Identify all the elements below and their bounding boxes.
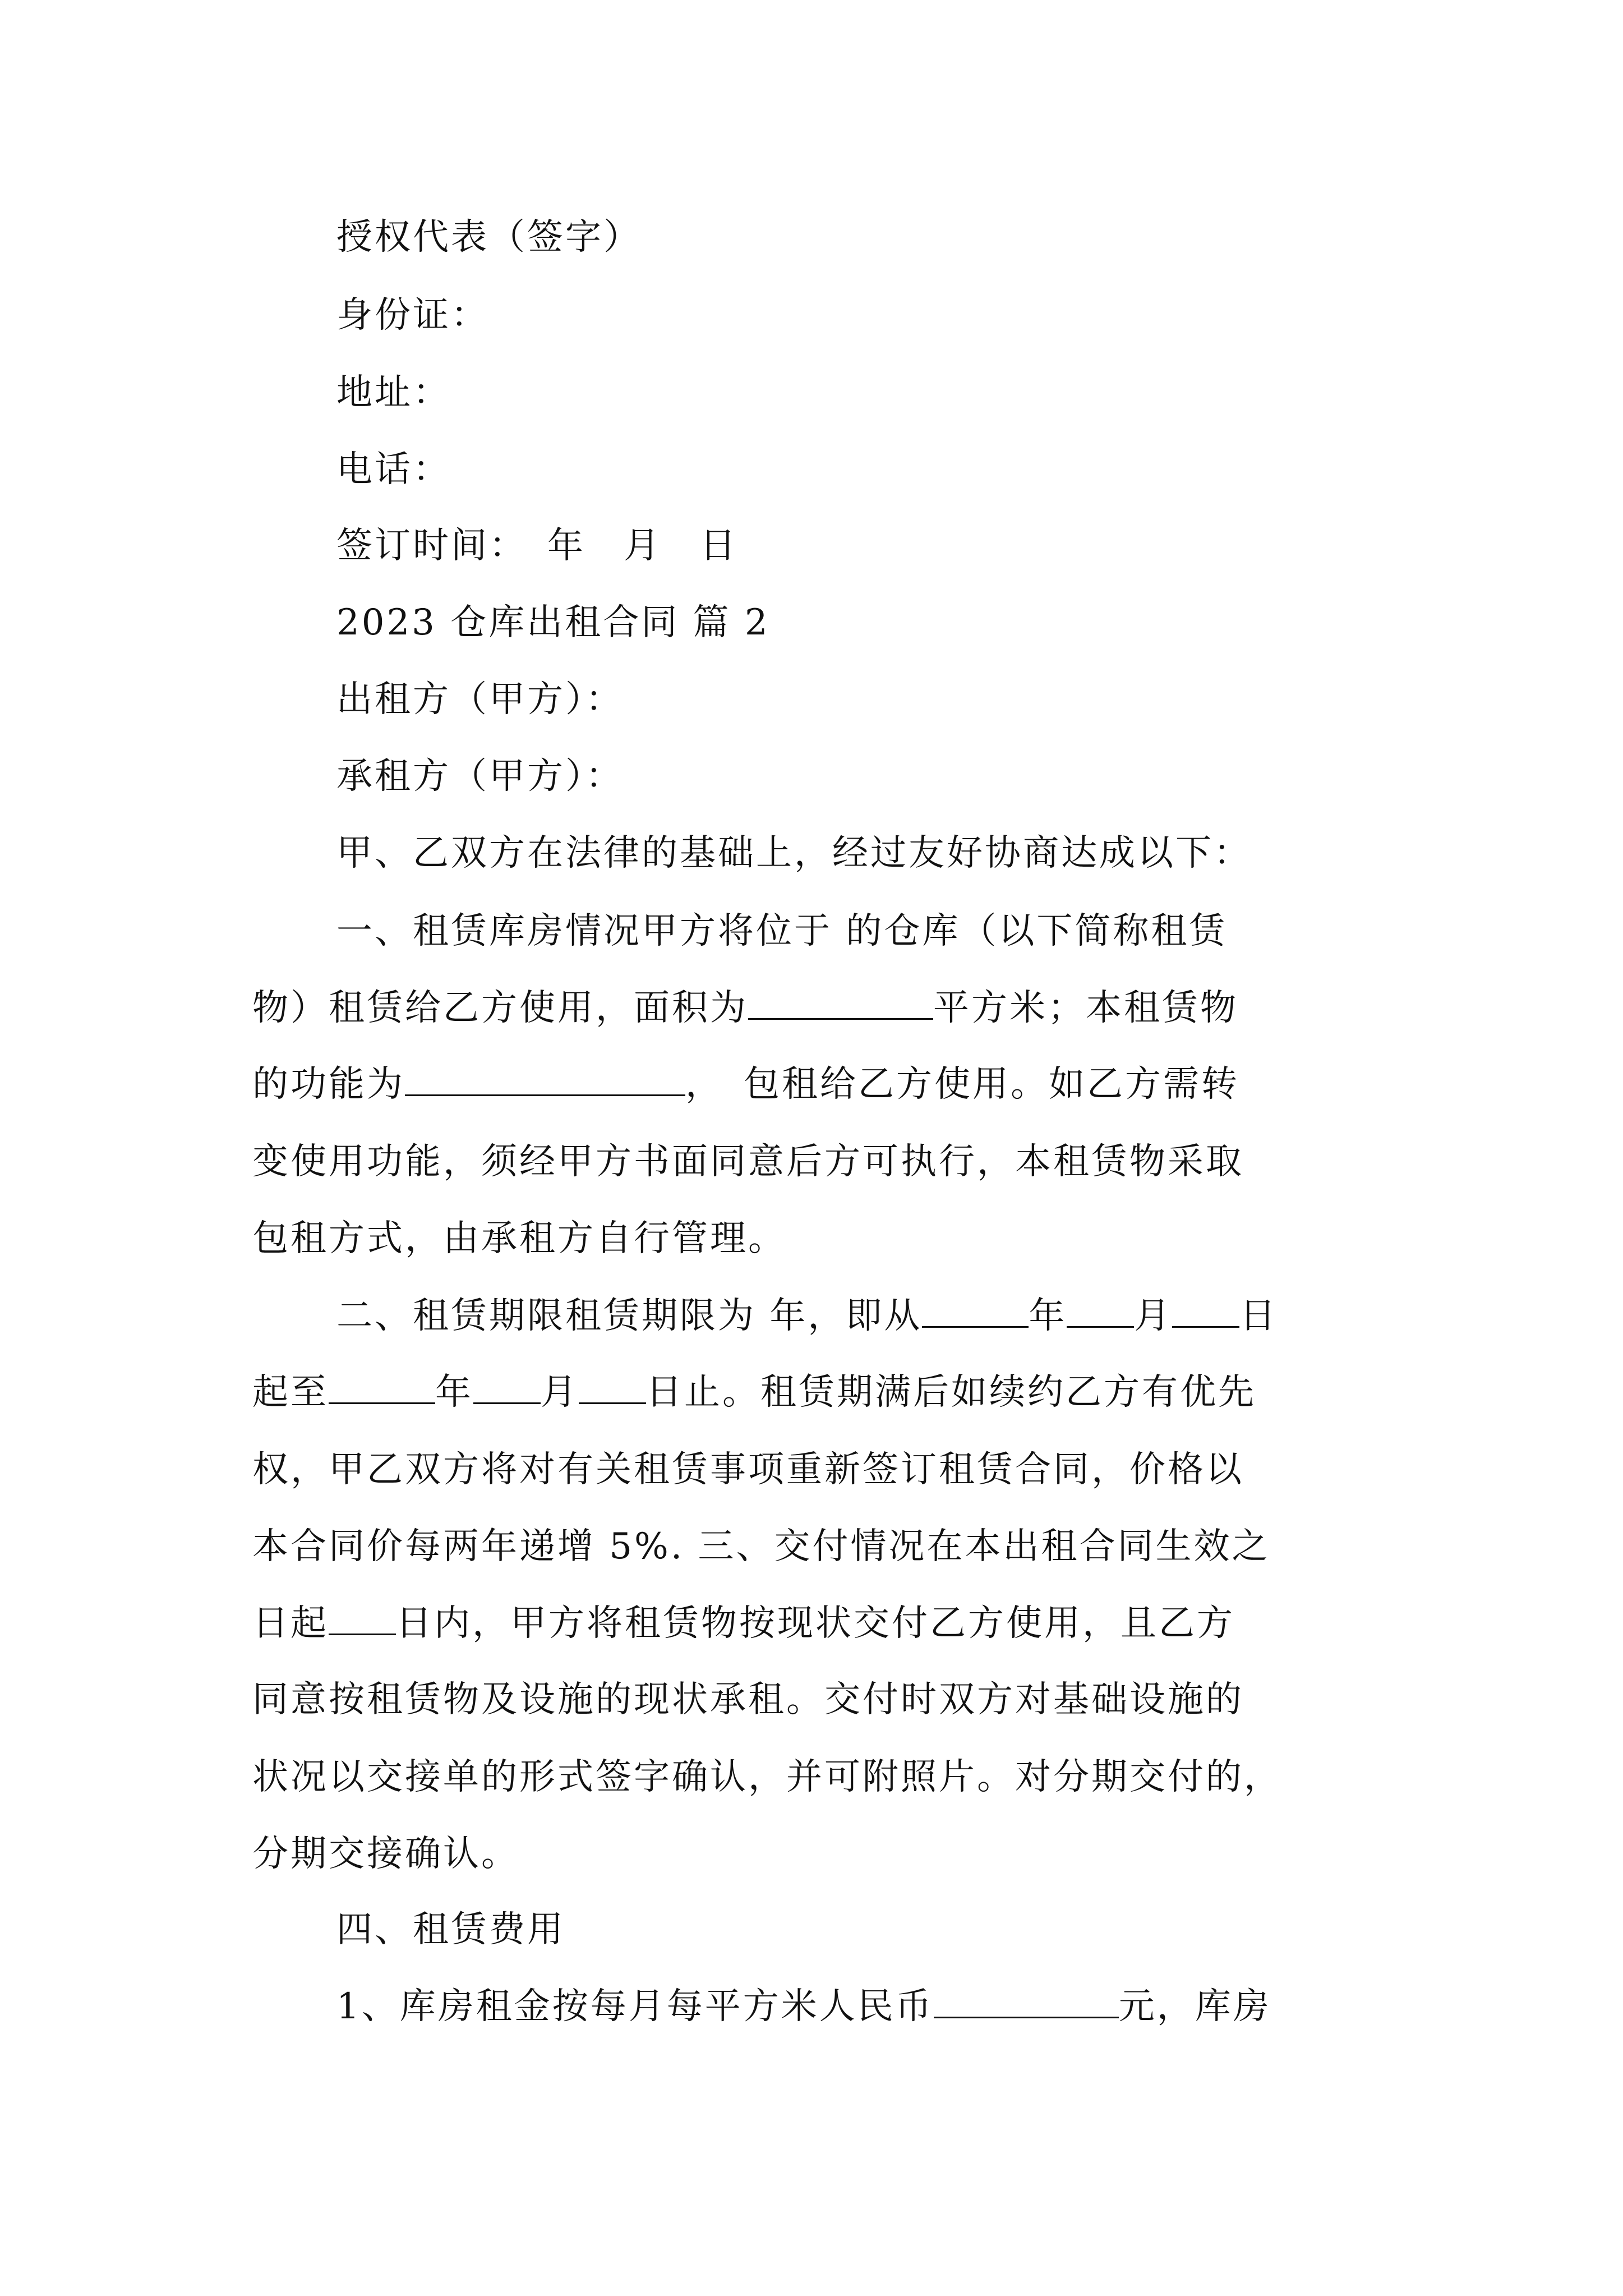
text-segment: 年: [1029, 1295, 1067, 1337]
end-month-blank: [473, 1371, 541, 1404]
delivery-days-blank: [329, 1602, 396, 1635]
text-segment: 1、库房租金按每月每平方米人民币: [336, 1986, 934, 2027]
signature-line: 授权代表（签字）: [336, 217, 642, 258]
signing-date-line: 签订时间： 年 月 日: [336, 525, 738, 567]
end-year-blank: [329, 1371, 435, 1404]
clause-2-line-1: [336, 1294, 1278, 1338]
clause-3-line-3: 状况以交接单的形式签字确认，并可附照片。对分期交付的，: [252, 1756, 1282, 1798]
clause-1-line-5: 包租方式，由承租方自行管理。: [252, 1218, 786, 1259]
text-segment: 平方米；本租赁物: [933, 987, 1238, 1029]
text-segment: 起至: [252, 1372, 329, 1413]
text-segment: 月: [541, 1372, 579, 1413]
area-blank: [748, 987, 933, 1020]
text-segment: 物）租赁给乙方使用，面积为: [252, 987, 748, 1029]
text-segment: 日起: [252, 1603, 329, 1644]
clause-3-line-2: 同意按租赁物及设施的现状承租。交付时双方对基础设施的: [252, 1679, 1244, 1720]
clause-3-line-4: 分期交接确认。: [252, 1833, 519, 1875]
clause-2-line-4: 本合同价每两年递增 5%. 三、交付情况在本出租合同生效之: [252, 1526, 1270, 1567]
section-title: 2023 仓库出租合同 篇 2: [336, 602, 770, 643]
text-segment: 元，库房: [1118, 1986, 1271, 2027]
clause-4-heading: 四、租赁费用: [336, 1909, 565, 1950]
clause-3-line-1: [252, 1601, 1235, 1646]
text-segment: ， 包租给乙方使用。如乙方需转: [685, 1064, 1239, 1105]
clause-1-line-2: [252, 986, 1238, 1030]
text-segment: 月: [1134, 1295, 1173, 1337]
function-blank: [405, 1063, 685, 1096]
clause-4-item-1: [336, 1984, 1271, 2029]
text-segment: 年: [435, 1372, 473, 1413]
start-year-blank: [922, 1295, 1029, 1328]
clause-1-line-1: 一、租赁库房情况甲方将位于 的仓库（以下简称租赁: [336, 910, 1228, 952]
text-segment: 二、租赁期限租赁期限为 年，即从: [336, 1295, 923, 1337]
clause-1-line-4: 变使用功能，须经甲方书面同意后方可执行，本租赁物采取: [252, 1141, 1244, 1182]
start-day-blank: [1172, 1295, 1239, 1328]
text-segment: 日: [1239, 1295, 1278, 1337]
clause-2-line-3: 权，甲乙双方将对有关租赁事项重新签订租赁合同，价格以: [252, 1449, 1244, 1490]
clause-2-line-2: [252, 1370, 1256, 1415]
lessee-line: 承租方（甲方）：: [336, 756, 624, 797]
text-segment: 日内，甲方将租赁物按现状交付乙方使用，且乙方: [396, 1603, 1235, 1644]
clause-1-line-3: [252, 1062, 1239, 1107]
text-segment: 的功能为: [252, 1064, 405, 1105]
id-card-line: 身份证：: [336, 295, 489, 336]
end-day-blank: [579, 1371, 646, 1404]
rent-blank: [934, 1985, 1119, 2018]
text-segment: 日止。租赁期满后如续约乙方有优先: [646, 1372, 1256, 1413]
preamble-paragraph: 甲、乙双方在法律的基础上，经过友好协商达成以下：: [336, 832, 1252, 874]
lessor-line: 出租方（甲方）：: [336, 679, 624, 720]
start-month-blank: [1067, 1295, 1134, 1328]
phone-line: 电话：: [336, 449, 451, 490]
address-line: 地址：: [336, 372, 451, 413]
